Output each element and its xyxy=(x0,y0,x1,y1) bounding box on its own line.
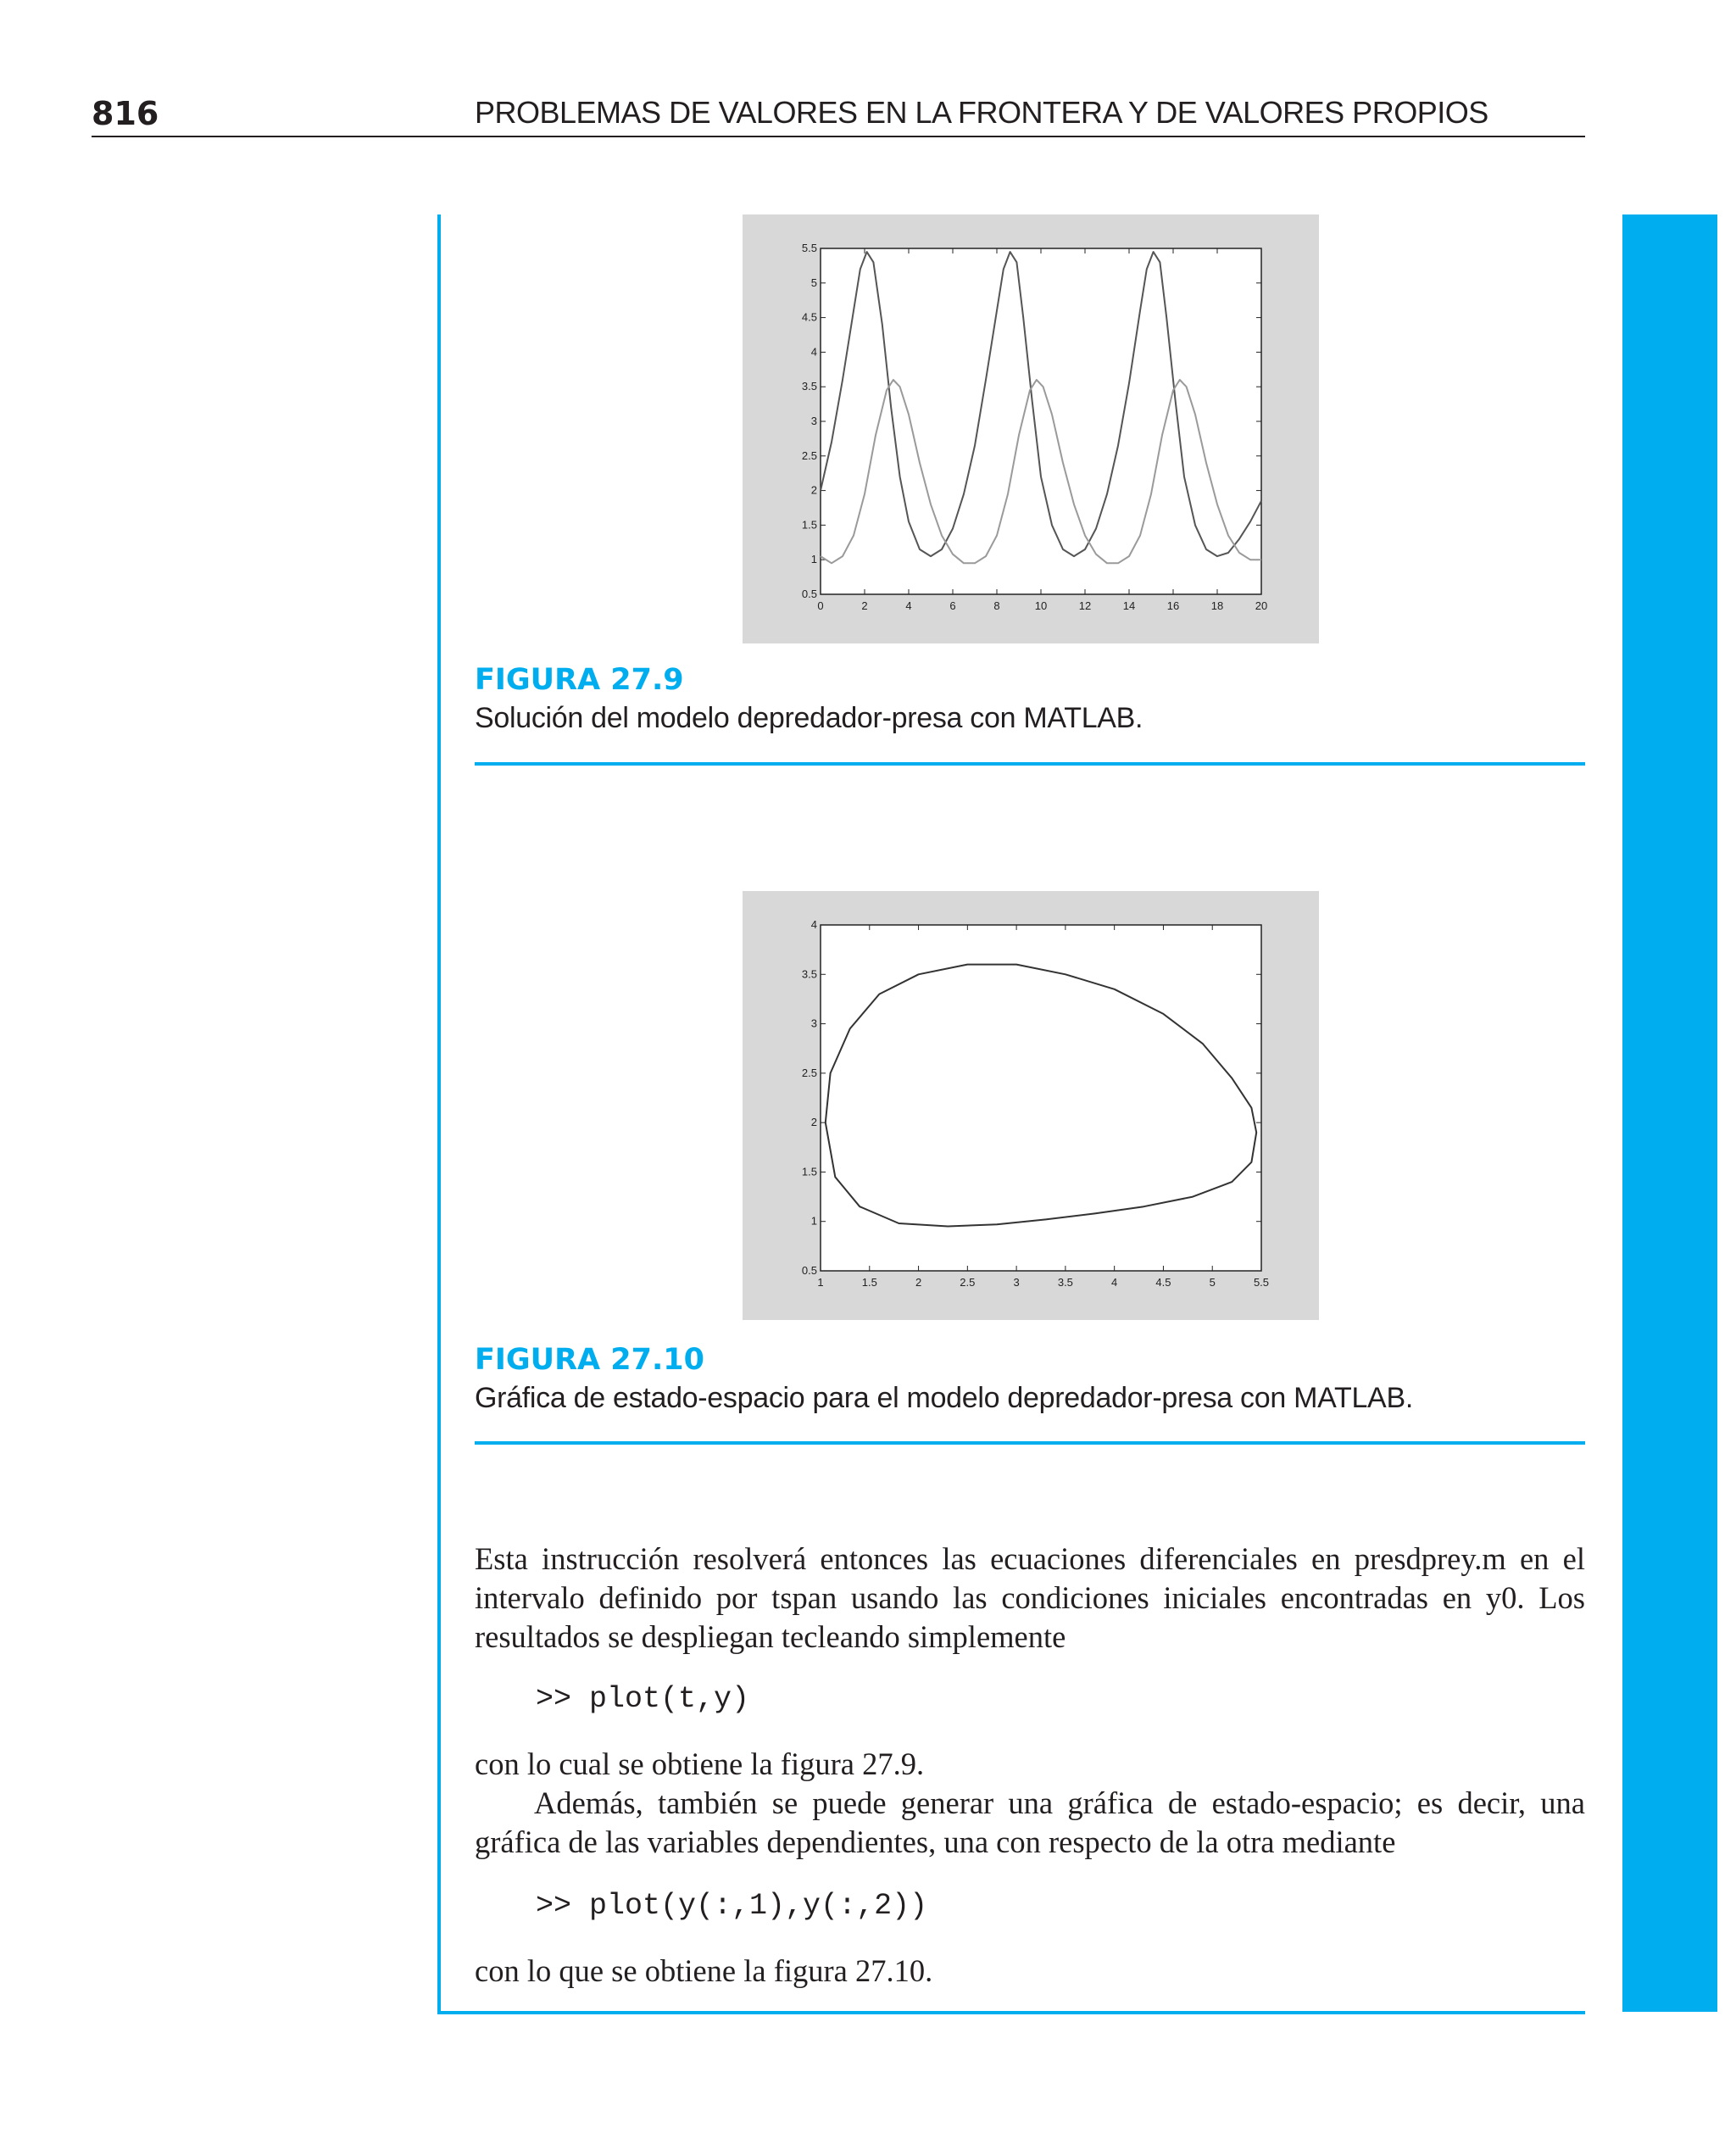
y-tick-label: 4 xyxy=(810,345,817,359)
figure-27-9-rule xyxy=(475,762,1585,766)
figure-27-10-label: FIGURA 27.10 xyxy=(475,1343,705,1377)
header-rule xyxy=(92,136,1585,137)
x-tick-label: 2.5 xyxy=(960,1276,976,1289)
y-tick-label: 1.5 xyxy=(801,518,817,532)
page-number: 816 xyxy=(92,95,159,132)
body-paragraph-2 xyxy=(475,1745,1585,1862)
x-tick-label: 4 xyxy=(1111,1276,1118,1289)
state-space-plot xyxy=(743,891,1319,1320)
y-tick-label: 2.5 xyxy=(801,1066,817,1079)
paragraph-text: Además, también se puede generar una gráfica de estado-espacio; es decir, una gráfica de las variables dependientes, una con respecto de la otra mediante xyxy=(475,1785,1585,1859)
y-tick-label: 2.5 xyxy=(801,448,817,462)
y-tick-label: 4.5 xyxy=(801,310,817,324)
x-tick-label: 4.5 xyxy=(1155,1276,1171,1289)
y-tick-label: 1.5 xyxy=(801,1165,817,1178)
x-tick-label: 2 xyxy=(861,599,868,612)
y-tick-label: 0.5 xyxy=(801,1264,817,1277)
figure-27-9-plot xyxy=(743,214,1319,643)
figure-27-9-label: FIGURA 27.9 xyxy=(475,663,684,697)
body-paragraph-3 xyxy=(475,1952,1585,1991)
y-tick-label: 2 xyxy=(810,1116,817,1129)
x-tick-label: 5 xyxy=(1209,1276,1216,1289)
figure-27-10-plot xyxy=(743,891,1319,1320)
x-tick-label: 5.5 xyxy=(1253,1276,1270,1289)
y-tick-label: 2 xyxy=(810,483,817,497)
y-tick-label: 3.5 xyxy=(801,380,817,393)
paragraph-text: con lo cual se obtiene la figura 27.9. xyxy=(475,1746,925,1781)
chapter-side-tab xyxy=(1622,214,1717,2012)
y-tick-label: 3.5 xyxy=(801,967,817,981)
code-line-plot-state-space: >> plot(y(:,1),y(:,2)) xyxy=(536,1889,928,1923)
x-tick-label: 18 xyxy=(1210,599,1224,612)
figure-27-10-caption: Gráfica de estado-espacio para el modelo depredador-presa con MATLAB. xyxy=(475,1382,1413,1414)
y-tick-label: 0.5 xyxy=(801,588,817,600)
running-header: PROBLEMAS DE VALORES EN LA FRONTERA Y DE VALORES PROPIOS xyxy=(475,95,1488,130)
time-series-plot xyxy=(743,214,1319,643)
y-tick-label: 1 xyxy=(810,1214,817,1228)
x-tick-label: 16 xyxy=(1166,599,1180,612)
x-tick-label: 1.5 xyxy=(861,1276,877,1289)
x-tick-label: 4 xyxy=(905,599,912,612)
figure-27-9-caption: Solución del modelo depredador-presa con MATLAB. xyxy=(475,702,1143,734)
paragraph-text: Esta instrucción resolverá entonces las ecuaciones diferenciales en presdprey.m en el intervalo definido por tspan usando las condiciones iniciales encontradas en y0. Los resultados se despliegan tecleando simplemente xyxy=(475,1541,1585,1654)
body-paragraph-1 xyxy=(475,1540,1585,1657)
x-tick-label: 20 xyxy=(1255,599,1268,612)
y-tick-label: 3 xyxy=(810,1017,817,1030)
x-tick-label: 10 xyxy=(1034,599,1048,612)
x-tick-label: 0 xyxy=(817,599,824,612)
y-tick-label: 4 xyxy=(810,918,817,931)
paragraph-text: con lo que se obtiene la figura 27.10. xyxy=(475,1953,933,1988)
x-tick-label: 1 xyxy=(817,1276,824,1289)
left-margin-rule xyxy=(437,214,441,2014)
x-tick-label: 3.5 xyxy=(1057,1276,1073,1289)
bottom-rule xyxy=(437,2011,1585,2014)
y-tick-label: 1 xyxy=(810,553,817,566)
figure-27-10-rule xyxy=(475,1441,1585,1445)
x-tick-label: 8 xyxy=(993,599,1000,612)
x-tick-label: 3 xyxy=(1013,1276,1020,1289)
y-tick-label: 5 xyxy=(810,276,817,289)
x-tick-label: 6 xyxy=(949,599,956,612)
y-tick-label: 3 xyxy=(810,415,817,427)
x-tick-label: 12 xyxy=(1078,599,1092,612)
code-line-plot-t-y: >> plot(t,y) xyxy=(536,1682,750,1716)
y-tick-label: 5.5 xyxy=(801,242,817,254)
plot-area xyxy=(821,248,1261,594)
x-tick-label: 14 xyxy=(1122,599,1136,612)
x-tick-label: 2 xyxy=(915,1276,922,1289)
